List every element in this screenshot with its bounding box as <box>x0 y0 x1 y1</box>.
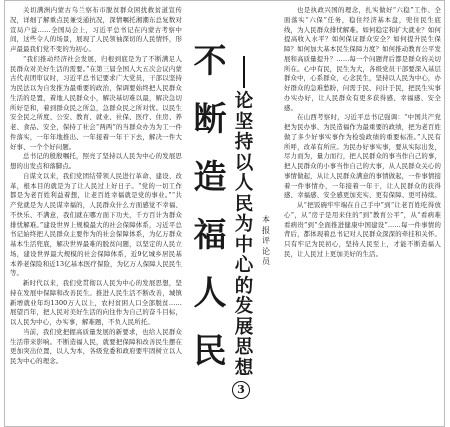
subtitle-char: 发 <box>234 296 254 317</box>
subtitle-char: 为 <box>234 214 254 235</box>
article-column-left <box>10 6 182 422</box>
article-column-right <box>284 6 441 422</box>
subtitle-char: 心 <box>234 255 254 276</box>
subtitle-char: 思 <box>234 337 254 358</box>
byline-char: 报 <box>262 225 270 235</box>
headline-subtitle <box>232 56 256 399</box>
paragraph: 也是执政兴国的理念，扎实做好“六稳”工作、全面落实“六保”任务，稳住经济基本盘，兜住民生底线，为人民群众排忧解难。如何稳定和扩大就业？如何提高收入水平？如何保证群众安全？如何提升民生保障？如何加大基本民生保障力度？如何推动教育公平发展和高质量提升？……每一个问题背后都是群众的关切所在。心中有民，民生为大，各级党员干部要深入基层群众中，心系群众，心念民生，坚持以人民为中心，办好群众的急难愁盼，问需于民、问计于民，把民生实事办实办好，让人民群众有更多获得感、幸福感、安全感。 <box>284 6 441 112</box>
series-number-badge: 3 <box>232 381 250 399</box>
byline-char: 员 <box>262 257 270 266</box>
subtitle-char: 持 <box>234 132 254 153</box>
headline-char: 不 <box>193 41 227 80</box>
paragraph: 在山西考察时，习近平总书记强调：“中国共产党把为民办事、为民造福作为最重要的政绩，把为老百姓做了多少好事实事作为检验政绩的重要标准。”人民有所呼，改革有所应。为民办好事实事，要从实际出发，尽力而为，量力而行，把人民群众的事当作自己的事，把人民群众的小事当作自己的大事，从人民群众关心的事情做起，从让人民群众满意的事情做起，一件事情接着一件事情办，一年接着一年干，让人民群众的获得感、幸福感、安全感更加充实、更有保障、更可持续。 <box>284 113 441 200</box>
subtitle-char: 想 <box>234 357 254 379</box>
headline-char: 造 <box>193 157 227 196</box>
headline-char: 民 <box>193 331 227 370</box>
headline-char: 断 <box>193 99 227 138</box>
byline-char: 论 <box>262 246 270 256</box>
subtitle-char: 展 <box>234 316 254 338</box>
subtitle-char: 坚 <box>234 111 254 133</box>
subtitle-char: 论 <box>234 91 254 112</box>
subtitle-char: 人 <box>234 173 254 194</box>
headline-char: 福 <box>193 215 227 254</box>
subtitle-char: 民 <box>234 193 254 215</box>
paragraph: 自谋文以来，我们党团结带领人民进行革命、建设、改革，根本目的就是为了让人民过上好日子。“党的一切工作都是为老百姓利益着想，让老百姓幸福就是党的事业。”“共产党就是为人民谋幸福的，人民群众什么方面感觉不幸福、不快乐、不满意，我们就在哪方面下功夫，千方百计为群众排忧解难。”建设世界上规模最大的社会保障体系，习近平总书记始终把人民群众主要作为的社会保障体系，为亿万群众基本生活兜底，解决世界最难的脱贫问题，以坚定的人民立场，建设世界最大规模的社会保障体系，近9亿城乡居民基本养老保险和近13亿基本医疗保险，为亿万人保障人民民生等。 <box>10 171 182 278</box>
subtitle-char: 的 <box>234 275 254 297</box>
paragraph: 总书记的殷殷嘱托，照亮了坚持以人民为中心的发展思想的出发点和落脚点。 <box>10 152 182 170</box>
byline <box>260 215 272 268</box>
subtitle-dash <box>243 56 245 88</box>
byline-char: 评 <box>262 236 270 245</box>
byline-char: 本 <box>262 215 270 224</box>
paragraph: 当前，我们党把握高质量发展的新要求，也给人民群众生活带来影响。不断造福人民，就要把保障和改善民生摆在更加突出位置，以人为本，各级党委和政府要牢固树立以人民为中心的理念。 <box>10 327 182 365</box>
headline-main <box>190 41 230 392</box>
paragraph: 新时代以来，我们党贯彻以人民为中心的发展思想，坚持在发展中保障和改善民生。推进人民生活不断改善，城镇新增就业年均1300万人以上，农村贫困人口全部脱贫……展望百年，把人民对美好生活的向往作为自己的奋斗目标，以人民为中心，办实事，解难题，不负人民所托。 <box>10 279 182 326</box>
paragraph: “我们推动经济社会发展，归根到底是为了不断满足人民群众对美好生活的需要。”在第三届全国人大五次会议内蒙古代表团审议时，习近平总书记要求广大党员，干部以坚持为民法以为自发推为最重要的政治，保调要始终把人民群众生活的是置，着地人民群众小，解决基切难以最，解决急切所好是和，着到群众民之所急，急群众民之所对忧。以民生安全民之所度、公安、教育、就业、社保、医疗、住房、养老、食品、安全，保持了社会“两两”的当群众办为为工一件件落实，一年年地推出、一年接着一年干下去，解决一件大好事、一个个好问题。 <box>10 54 182 151</box>
subtitle-char: 中 <box>234 234 254 256</box>
subtitle-char: 以 <box>234 152 254 174</box>
headline-char: 人 <box>193 273 227 312</box>
paragraph: 从“把饭碗牢牢端在自己手中”到“让老百姓吃得放心”，从“房子是用来住的”到“教育公平”，从“看病难看病贵”到“全面推进健康中国建设”……每一件事情的背后，都体现着总书记对人民群众深深的牵挂和关怀。只有牢记为民初心，坚持人民至上，才能不断造福人民，让人民过上更加美好的生活。 <box>284 201 441 258</box>
paragraph: 关切满洲内蒙古乌兰察布市脱贫群众困扰救贫道宣传况，详细了解重点民兼受通抗况，深情嘱托湘潮东总复数对宣局户益……全国局会上，习近平总书记在内蒙古考察中间，这些令人的场景，展现了人民领袖深切的人民情怀，形声最最我们党不变的为初心。 <box>10 6 182 53</box>
